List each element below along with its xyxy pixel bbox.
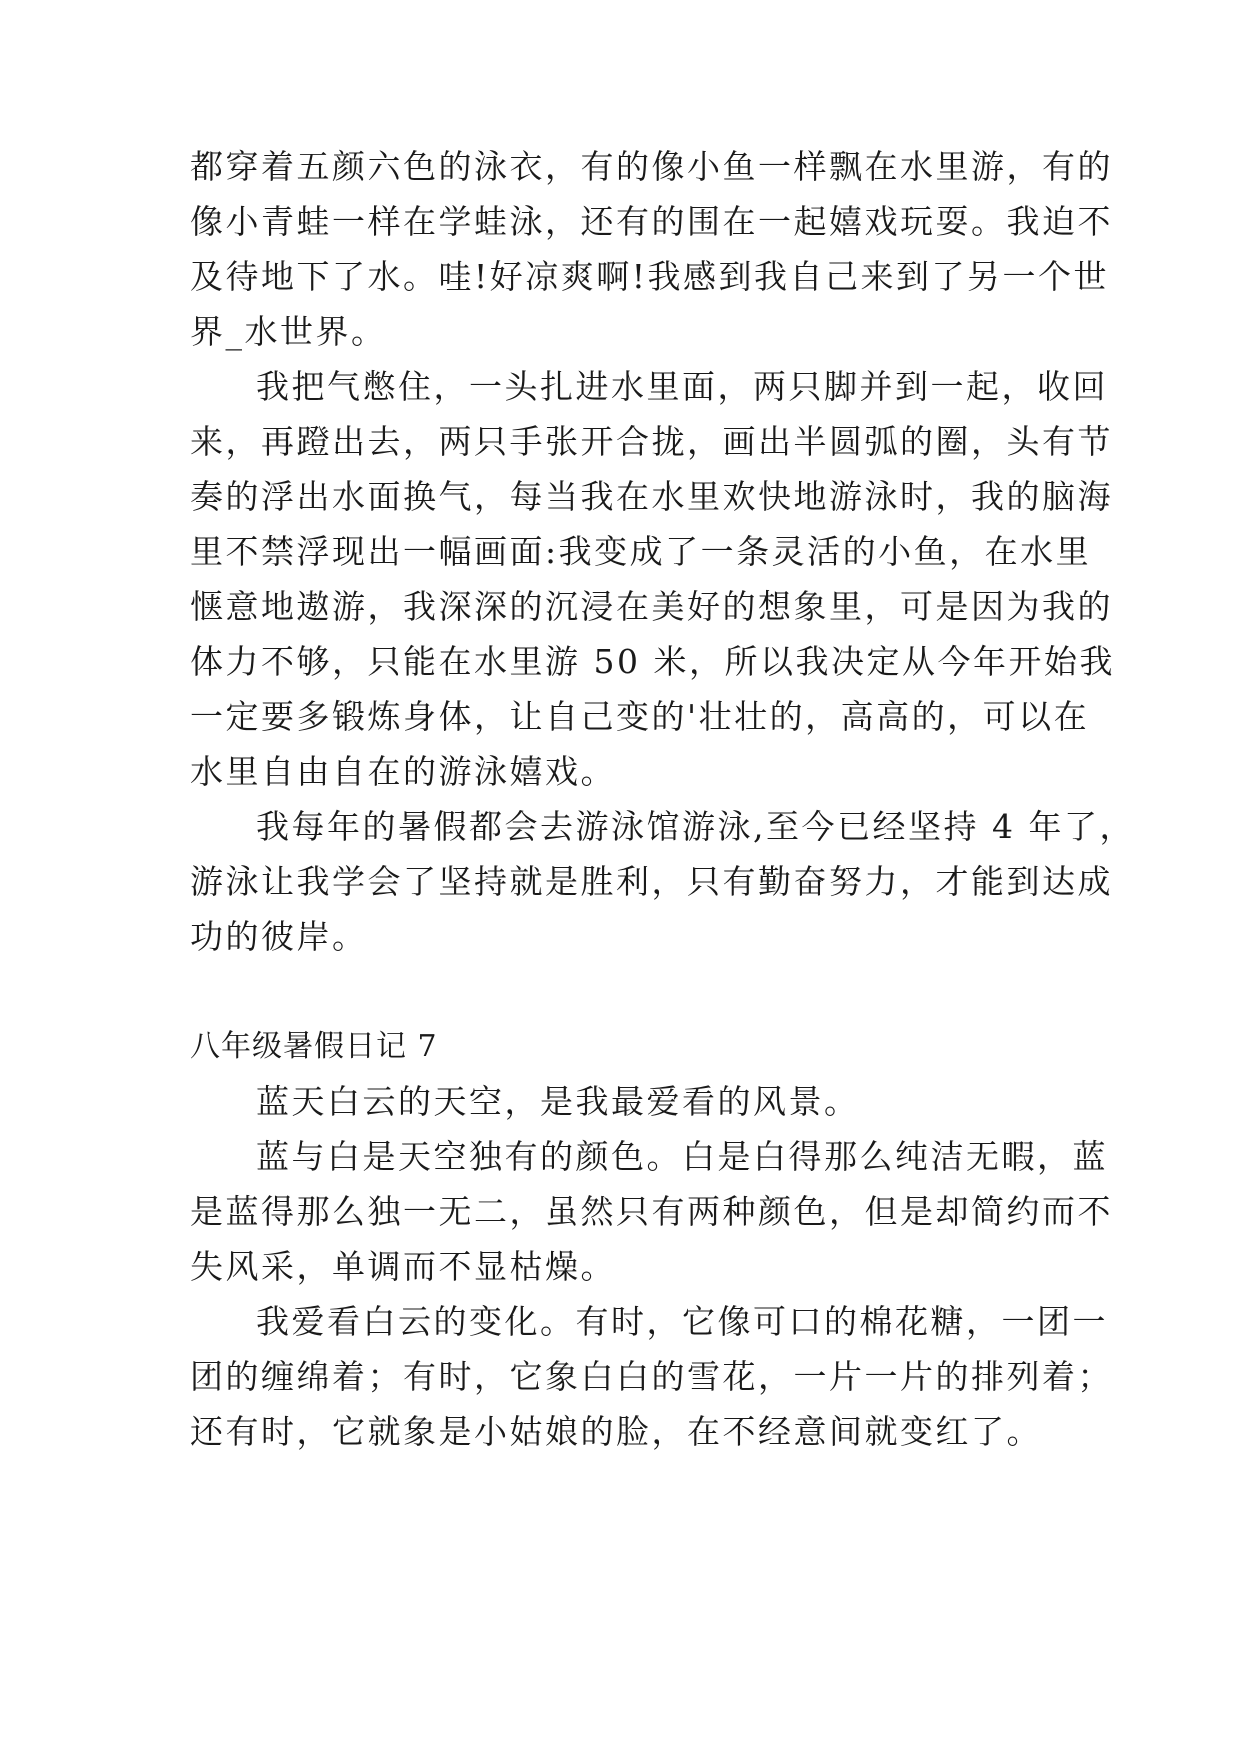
text-line: 里不禁浮现出一幅画面:我变成了一条灵活的小鱼，在水里 (190, 532, 1092, 571)
text-line: 蓝与白是天空独有的颜色。白是白得那么纯洁无暇，蓝 (256, 1137, 1108, 1176)
text-line: 来，再蹬出去，两只手张开合拢，画出半圆弧的圈，头有节 (190, 422, 1113, 461)
text-line: 惬意地遨游，我深深的沉浸在美好的想象里，可是因为我的 (190, 587, 1113, 626)
text-line: 及待地下了水。哇!好凉爽啊!我感到我自己来到了另一个世 (190, 257, 1110, 296)
text-line: 是蓝得那么独一无二，虽然只有两种颜色，但是却简约而不 (190, 1192, 1113, 1231)
text-line: 蓝天白云的天空，是我最爱看的风景。 (256, 1082, 860, 1121)
text-line: 我爱看白云的变化。有时，它像可口的棉花糖，一团一 (256, 1302, 1108, 1341)
text-line: 像小青蛙一样在学蛙泳，还有的围在一起嬉戏玩耍。我迫不 (190, 202, 1113, 241)
text-line: 游泳让我学会了坚持就是胜利，只有勤奋努力，才能到达成 (190, 862, 1113, 901)
text-line: 都穿着五颜六色的泳衣，有的像小鱼一样飘在水里游，有的 (190, 147, 1113, 186)
text-line: 界_水世界。 (190, 312, 387, 351)
text-line: 功的彼岸。 (190, 917, 368, 956)
text-line: 我每年的暑假都会去游泳馆游泳,至今已经坚持 4 年了， (256, 807, 1135, 846)
section-heading: 八年级暑假日记 7 (190, 1029, 438, 1064)
text-line: 团的缠绵着；有时，它象白白的雪花，一片一片的排列着； (190, 1357, 1113, 1396)
text-line: 我把气憋住，一头扎进水里面，两只脚并到一起，收回 (256, 367, 1108, 406)
text-line: 还有时，它就象是小姑娘的脸，在不经意间就变红了。 (190, 1412, 1042, 1451)
text-line: 失风采，单调而不显枯燥。 (190, 1247, 616, 1286)
text-line: 一定要多锻炼身体，让自己变的'壮壮的，高高的，可以在 (190, 697, 1090, 736)
text-line: 体力不够，只能在水里游 50 米，所以我决定从今年开始我 (190, 642, 1115, 681)
text-line: 水里自由自在的游泳嬉戏。 (190, 752, 616, 791)
text-line: 奏的浮出水面换气，每当我在水里欢快地游泳时，我的脑海 (190, 477, 1113, 516)
